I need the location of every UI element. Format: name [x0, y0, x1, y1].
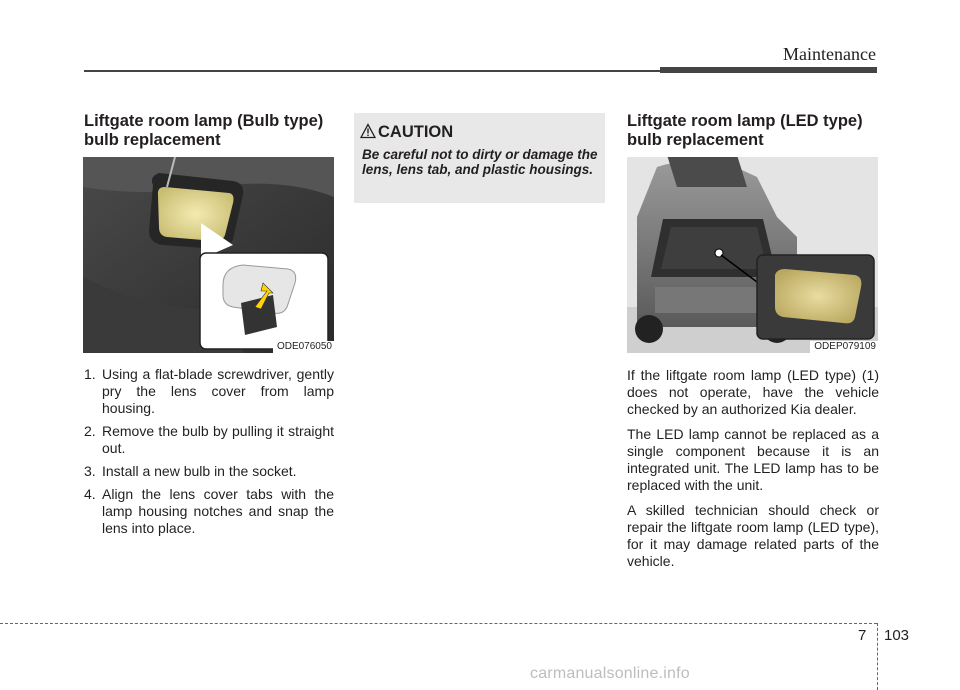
- led-paragraph-1: If the liftgate room lamp (LED type) (1) does not operate, have the vehicle checked by an authorized Kia dealer.: [627, 367, 879, 417]
- figure-code-left: ODE076050: [273, 341, 334, 353]
- chapter-number: 7: [858, 627, 867, 644]
- footer-rule: [0, 623, 877, 624]
- caution-title: CAUTION: [378, 123, 454, 141]
- led-type-heading-line1: Liftgate room lamp (LED type): [627, 112, 863, 130]
- bulb-type-heading-line2: bulb replacement: [84, 131, 221, 149]
- bulb-type-heading: [84, 112, 344, 150]
- bulb-lamp-figure: [83, 157, 334, 353]
- led-paragraph-2: The LED lamp cannot be replaced as a single component because it is an integrated unit. The LED lamp has to be replaced with the unit.: [627, 426, 879, 493]
- step-number: 1.: [84, 366, 96, 382]
- footer-divider: [877, 623, 878, 690]
- step-number: 4.: [84, 486, 96, 502]
- step-text: Remove the bulb by pulling it straight out.: [102, 423, 334, 456]
- led-description: [627, 367, 879, 578]
- caution-text: Be careful not to dirty or damage the lens, lens tab, and plastic housings.: [362, 147, 598, 177]
- step-number: 2.: [84, 423, 96, 439]
- led-lamp-figure: [627, 157, 878, 353]
- list-item: [84, 423, 334, 457]
- list-item: [84, 486, 334, 537]
- bulb-lamp-illustration: [83, 157, 334, 353]
- led-paragraph-3: A skilled technician should check or repair the liftgate room lamp (LED type), for it may damage related parts of the vehicle.: [627, 502, 879, 569]
- bulb-type-heading-line1: Liftgate room lamp (Bulb type): [84, 112, 324, 130]
- figure-code-right: ODEP079109: [810, 341, 878, 353]
- step-text: Install a new bulb in the socket.: [102, 463, 297, 479]
- led-lamp-illustration: [627, 157, 878, 353]
- header-rule: [84, 70, 660, 72]
- led-type-heading: [627, 112, 879, 150]
- page-number: 103: [884, 627, 910, 644]
- watermark: carmanualsonline.info: [530, 665, 690, 682]
- step-number: 3.: [84, 463, 96, 479]
- warning-triangle-icon: [360, 123, 376, 139]
- caution-box: [354, 113, 605, 203]
- replacement-steps: [84, 366, 334, 543]
- list-item: [84, 463, 334, 480]
- list-item: [84, 366, 334, 417]
- step-text: Align the lens cover tabs with the lamp housing notches and snap the lens into place.: [102, 486, 334, 536]
- led-type-heading-line2: bulb replacement: [627, 131, 764, 149]
- section-title: Maintenance: [783, 44, 876, 64]
- step-text: Using a flat-blade screwdriver, gently pry the lens cover from lamp housing.: [102, 366, 334, 416]
- header-rule-accent: [660, 67, 877, 73]
